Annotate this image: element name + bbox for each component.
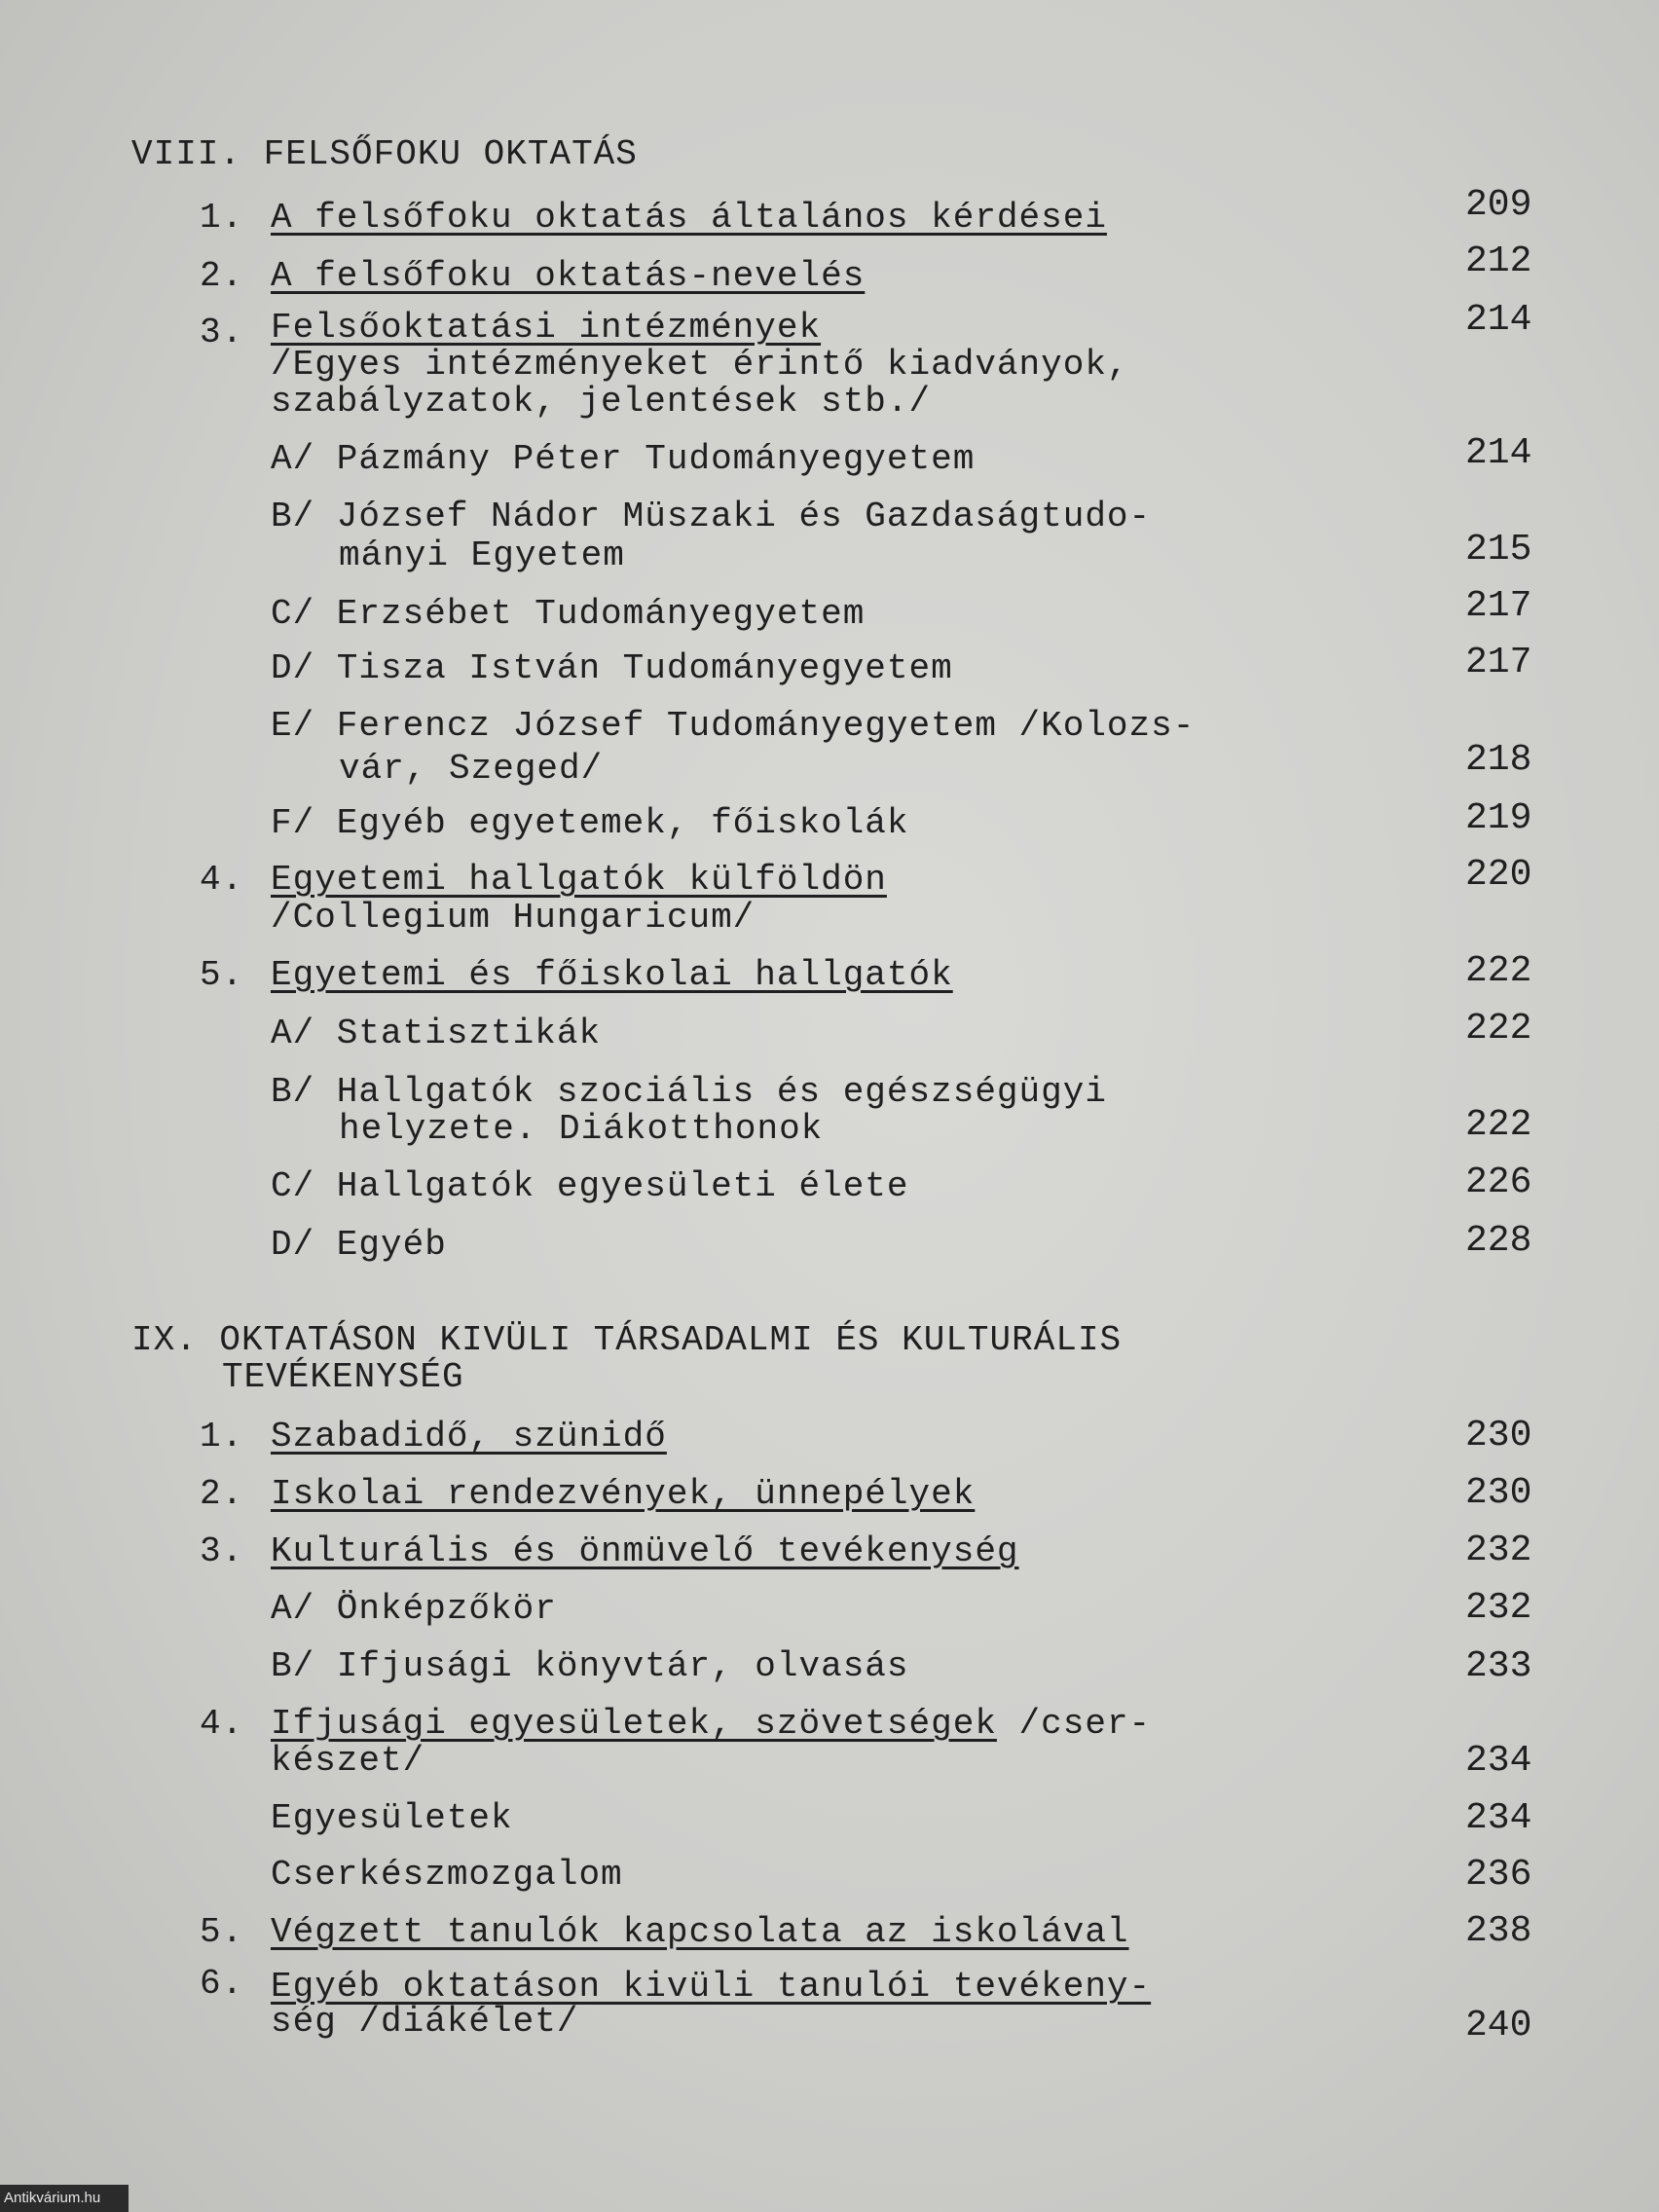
- page-number: 238: [1465, 1910, 1532, 1952]
- page-number: 226: [1465, 1161, 1532, 1203]
- page-number: 222: [1465, 1104, 1532, 1146]
- page-number: 217: [1465, 642, 1532, 683]
- entry-title: Felsőoktatási intézmények: [271, 308, 822, 348]
- page-number: 209: [1465, 184, 1532, 226]
- entry-title-suffix: /cser-: [996, 1704, 1152, 1744]
- entry-number: 5.: [200, 1912, 244, 1952]
- sub-entry: C/ Hallgatók egyesületi élete: [271, 1166, 909, 1206]
- sub-entry: A/ Pázmány Péter Tudományegyetem: [271, 439, 976, 479]
- sub-entry-continued: vár, Szeged/: [339, 749, 604, 789]
- entry-title: Végzett tanulók kapcsolata az iskolával: [271, 1912, 1129, 1952]
- sub-entry: E/ Ferencz József Tudományegyetem /Kolozs-: [271, 706, 1196, 746]
- entry-note: /Collegium Hungaricum/: [271, 898, 756, 938]
- sub-entry: Egyesületek: [271, 1798, 513, 1838]
- entry-title: Egyetemi hallgatók külföldön: [271, 860, 887, 900]
- sub-entry: A/ Statisztikák: [271, 1014, 602, 1053]
- entry-note: szabályzatok, jelentések stb./: [271, 382, 932, 422]
- entry-title: Szabadidő, szünidő: [271, 1417, 667, 1456]
- page-number: 219: [1465, 797, 1532, 839]
- entry-title: Egyetemi és főiskolai hallgatók: [271, 955, 953, 995]
- page-number: 220: [1465, 854, 1532, 896]
- sub-entry: D/ Egyéb: [271, 1225, 447, 1265]
- entry-number: 3.: [200, 313, 244, 352]
- page-number: 236: [1465, 1854, 1532, 1896]
- sub-entry: B/ Ifjusági könyvtár, olvasás: [271, 1646, 909, 1686]
- page-number: 217: [1465, 585, 1532, 627]
- entry-title: Ifjusági egyesületek, szövetségek: [271, 1704, 997, 1744]
- page-number: 232: [1465, 1587, 1532, 1629]
- entry-number: 6.: [200, 1964, 244, 2004]
- entry-note: /Egyes intézményeket érintő kiadványok,: [271, 345, 1129, 385]
- page-number: 230: [1465, 1472, 1532, 1514]
- page-number: 234: [1465, 1740, 1532, 1782]
- sub-entry: Cserkészmozgalom: [271, 1855, 623, 1895]
- entry-title: A felsőfoku oktatás általános kérdései: [271, 198, 1107, 238]
- entry-number: 1.: [200, 1417, 244, 1456]
- entry-title: A felsőfoku oktatás-nevelés: [271, 256, 866, 296]
- entry-title-line: [271, 1706, 1151, 1743]
- entry-title: Egyéb oktatáson kivüli tanulói tevékeny-: [271, 1967, 1152, 2007]
- entry-number: 2.: [200, 1474, 244, 1514]
- page-number: 222: [1465, 1008, 1532, 1050]
- section-viii-heading: VIII. FELSŐFOKU OKTATÁS: [131, 134, 638, 174]
- page-number: 214: [1465, 432, 1532, 474]
- page-number: 212: [1465, 240, 1532, 282]
- page-number: 228: [1465, 1220, 1532, 1262]
- entry-number: 3.: [200, 1531, 244, 1571]
- page-number: 222: [1465, 950, 1532, 992]
- entry-title-continued: készet/: [271, 1741, 425, 1781]
- entry-title-continued: ség /diákélet/: [271, 2002, 579, 2042]
- page-number: 234: [1465, 1797, 1532, 1839]
- section-ix-heading: IX. OKTATÁSON KIVÜLI TÁRSADALMI ÉS KULTURÁLIS: [131, 1320, 1123, 1360]
- section-ix-heading-continued: TEVÉKENYSÉG: [222, 1357, 464, 1397]
- page-number: 230: [1465, 1415, 1532, 1456]
- page-number: 214: [1465, 299, 1532, 341]
- page-number: 218: [1465, 739, 1532, 781]
- sub-entry: D/ Tisza István Tudományegyetem: [271, 648, 953, 688]
- entry-number: 5.: [200, 955, 244, 995]
- page-number: 215: [1465, 529, 1532, 571]
- page-number: 232: [1465, 1530, 1532, 1571]
- sub-entry: B/ József Nádor Müszaki és Gazdaságtudo-: [271, 497, 1152, 536]
- entry-title: Kulturális és önmüvelő tevékenység: [271, 1531, 1019, 1571]
- page-number: 233: [1465, 1645, 1532, 1687]
- watermark: Antikvárium.hu: [0, 2185, 129, 2212]
- entry-number: 1.: [200, 198, 244, 238]
- sub-entry: F/ Egyéb egyetemek, főiskolák: [271, 803, 909, 843]
- entry-number: 4.: [200, 860, 244, 900]
- sub-entry: B/ Hallgatók szociális és egészségügyi: [271, 1072, 1107, 1112]
- entry-title: Iskolai rendezvények, ünnepélyek: [271, 1474, 976, 1514]
- sub-entry-continued: helyzete. Diákotthonok: [339, 1109, 824, 1149]
- entry-number: 2.: [200, 256, 244, 296]
- page-number: 240: [1465, 2005, 1532, 2046]
- sub-entry: C/ Erzsébet Tudományegyetem: [271, 594, 866, 634]
- sub-entry-continued: mányi Egyetem: [339, 535, 625, 575]
- entry-number: 4.: [200, 1704, 244, 1744]
- sub-entry: A/ Önképzőkör: [271, 1589, 557, 1629]
